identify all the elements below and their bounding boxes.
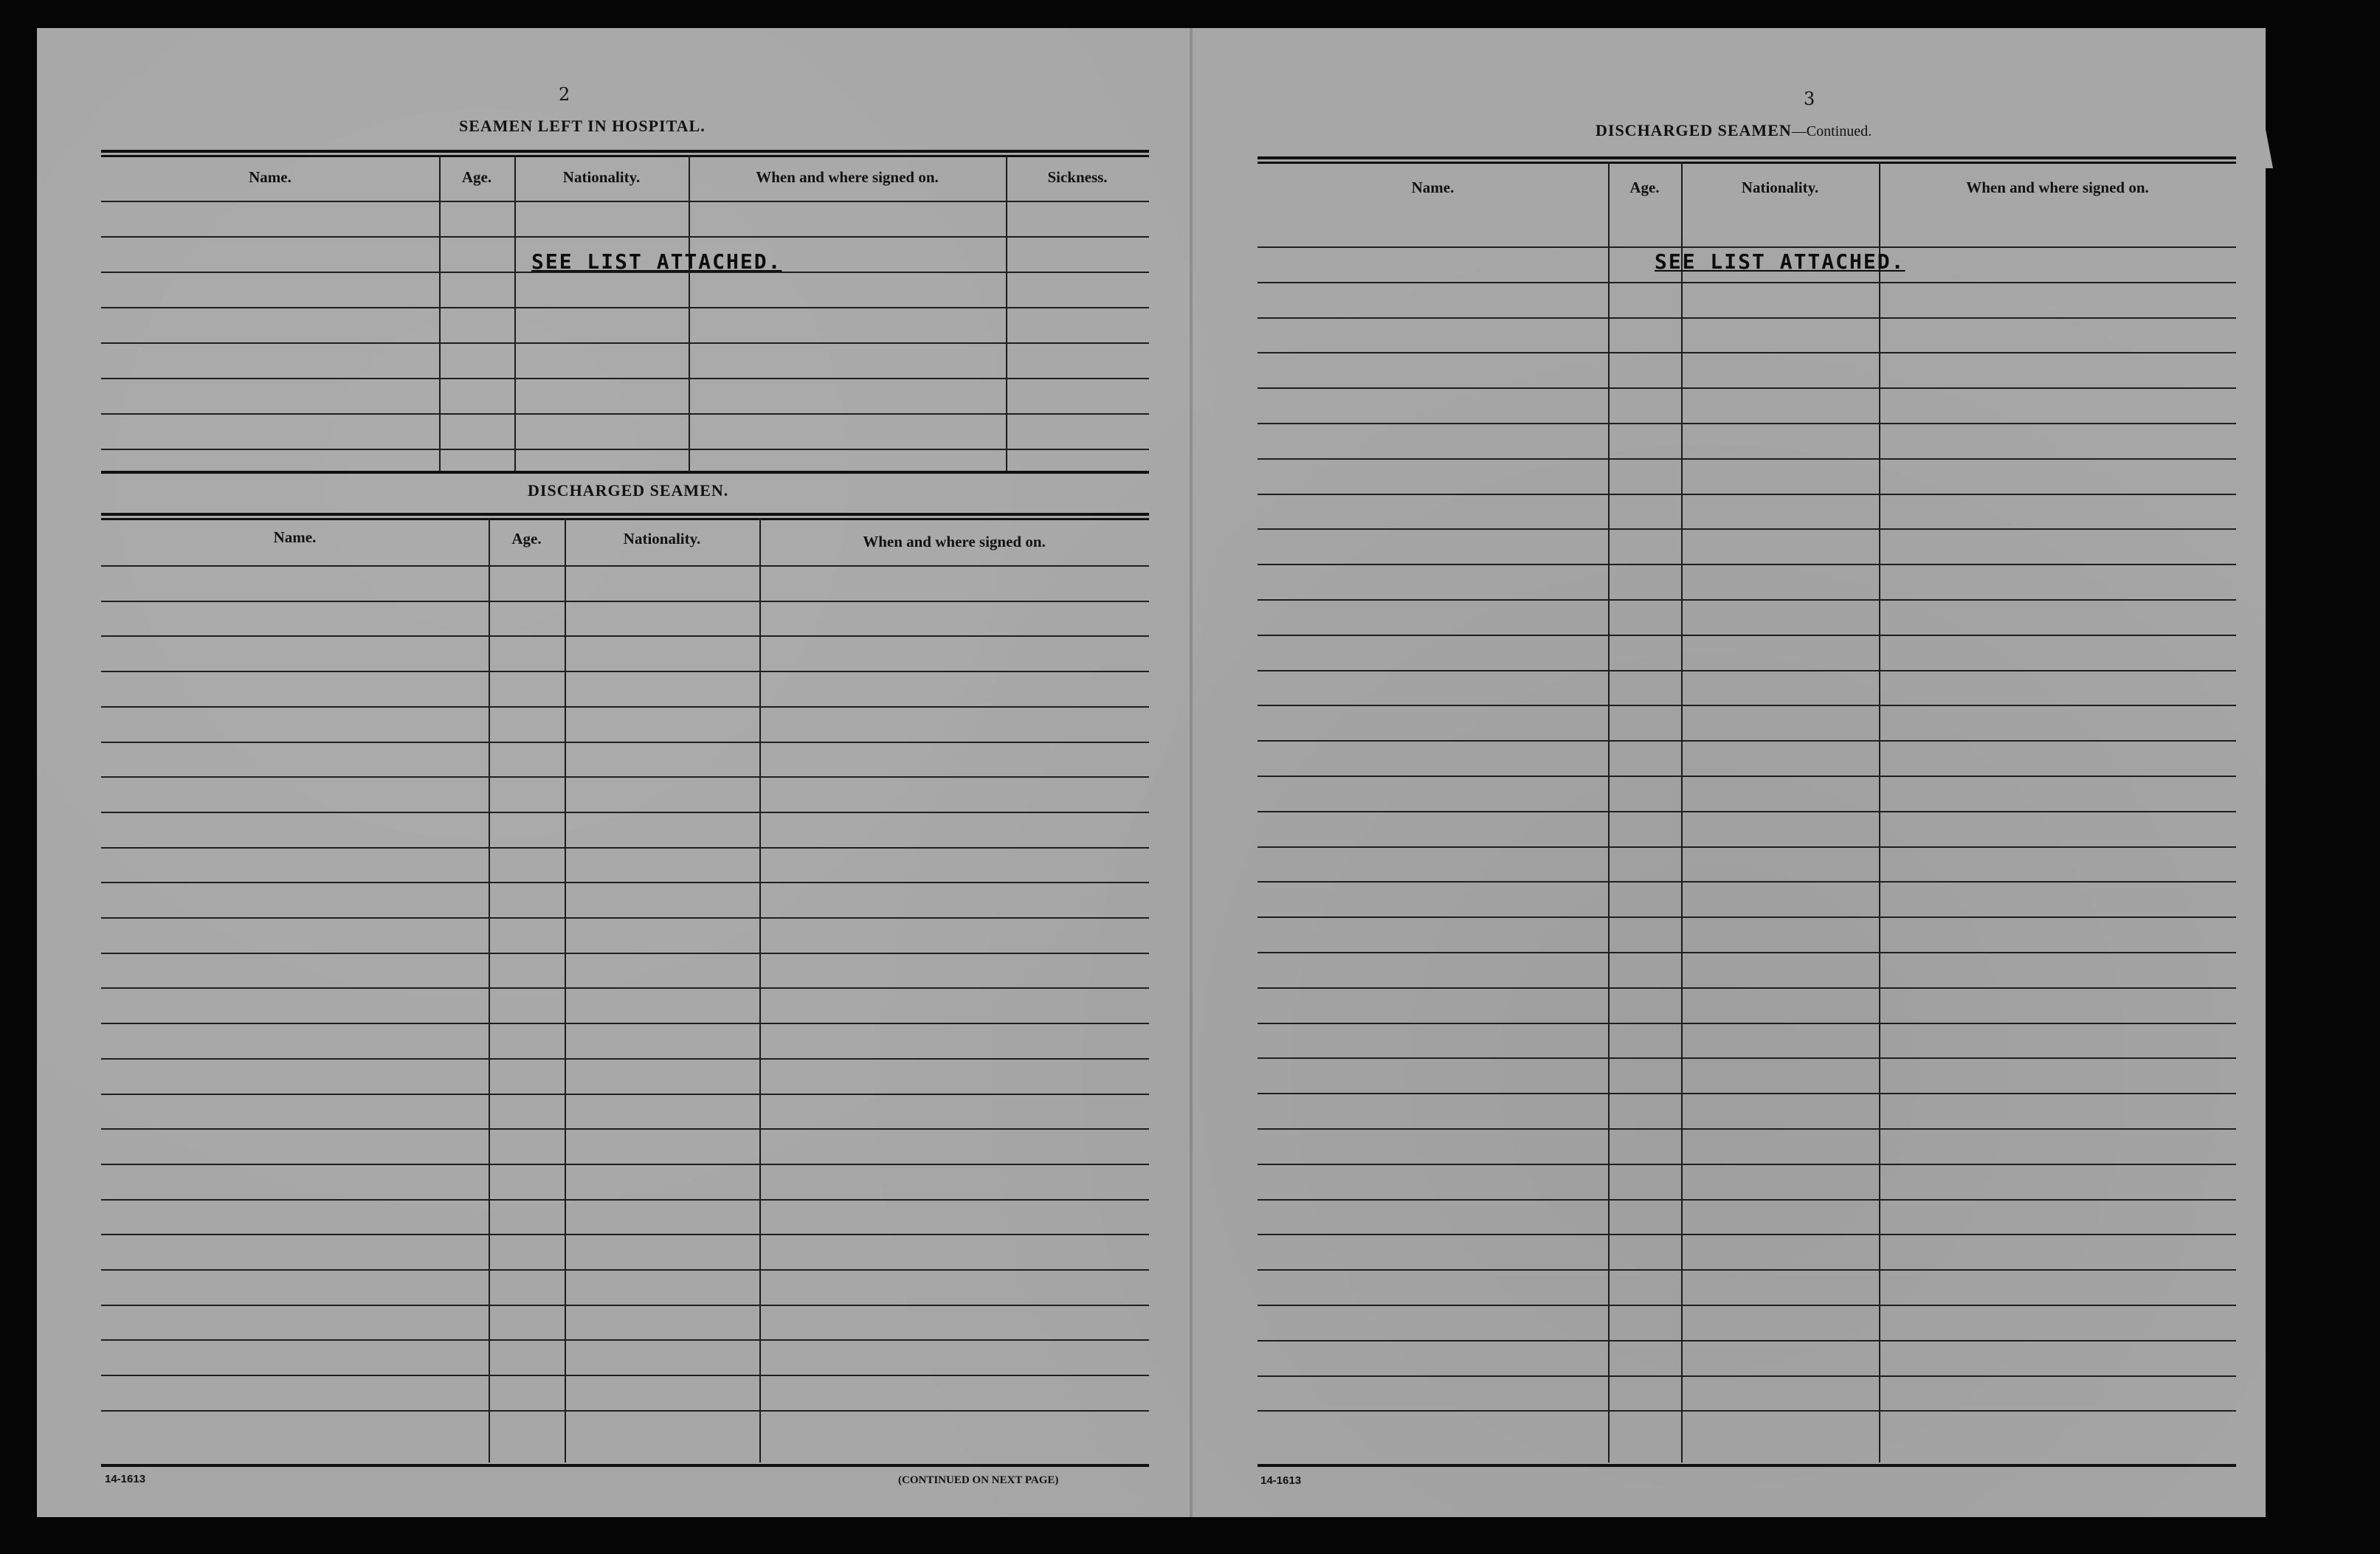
binder-hole [2278, 1091, 2309, 1122]
ruled-line [1258, 952, 2236, 953]
ruled-line [1258, 705, 2236, 706]
discharged-col-nationality: Nationality. [623, 530, 701, 548]
hospital-top-rule [101, 150, 1149, 153]
ruled-line [1258, 1199, 2236, 1201]
ruled-line [101, 742, 1149, 743]
ruled-line [1258, 352, 2236, 353]
ruled-line [101, 1199, 1149, 1201]
ruled-line [1258, 987, 2236, 989]
ruled-line [1258, 599, 2236, 601]
ruled-line [1258, 916, 2236, 918]
right-col-name: Name. [1411, 179, 1455, 196]
hospital-col-sickness: Sickness. [1047, 168, 1108, 186]
hospital-col-divider [514, 155, 516, 471]
binder-hole [2269, 233, 2300, 264]
ruled-line [101, 201, 1149, 202]
ruled-line [1258, 740, 2236, 742]
ruled-line [101, 1128, 1149, 1130]
ruled-line [1258, 317, 2236, 319]
ruled-line [101, 671, 1149, 672]
ruled-line [101, 882, 1149, 883]
ruled-line [101, 601, 1149, 602]
ruled-line [1258, 776, 2236, 777]
form-number: 14-1613 [105, 1473, 146, 1485]
ruled-line [101, 847, 1149, 849]
ruled-line [101, 413, 1149, 415]
ruled-line [1258, 811, 2236, 812]
ruled-line [1258, 1410, 2236, 1412]
ruled-line [101, 812, 1149, 813]
ruled-line [101, 1375, 1149, 1376]
hospital-section-title: SEAMEN LEFT IN HOSPITAL. [459, 117, 706, 135]
ruled-line [101, 272, 1149, 273]
right-col-nationality: Nationality. [1741, 179, 1819, 196]
page-fold [1190, 28, 1193, 1517]
binder-hole [2278, 1212, 2309, 1243]
binder-hole [2271, 357, 2302, 388]
ruled-line [1258, 494, 2236, 495]
right-bottom-rule [1258, 1464, 2236, 1467]
right-top-rule [1258, 156, 2236, 159]
hospital-top-rule-2 [101, 155, 1149, 157]
ruled-line [1258, 1128, 2236, 1130]
hospital-stamp: SEE LIST ATTACHED. [531, 249, 782, 274]
form-number: 14-1613 [1260, 1474, 1302, 1487]
page-number: 3 [1804, 89, 1815, 109]
left-bottom-rule [101, 1464, 1149, 1467]
discharged-section-title: DISCHARGED SEAMEN. [528, 481, 729, 500]
ruled-line [101, 236, 1149, 238]
hospital-col-name: Name. [249, 168, 292, 186]
ruled-line [1258, 564, 2236, 565]
ruled-line [101, 953, 1149, 954]
ruled-line [1258, 1340, 2236, 1341]
ruled-line [101, 378, 1149, 379]
discharged-header-rule [101, 513, 1149, 516]
ruled-line [1258, 1164, 2236, 1165]
ruled-line [1258, 423, 2236, 424]
ruled-line [101, 1023, 1149, 1024]
ruled-line [1258, 1057, 2236, 1059]
ruled-line [1258, 246, 2236, 248]
ruled-line [101, 565, 1149, 567]
left-page [37, 28, 1188, 1517]
continued-footer: (CONTINUED ON NEXT PAGE) [898, 1474, 1059, 1486]
discharged-col-divider [489, 518, 490, 1463]
ruled-line [101, 1058, 1149, 1060]
discharged-col-divider [565, 518, 566, 1463]
hospital-col-age: Age. [461, 168, 492, 186]
discharged-col-signed-on: When and where signed on. [863, 533, 1046, 550]
ruled-line [1258, 1269, 2236, 1271]
discharged-col-divider [759, 518, 761, 1463]
ruled-line [101, 1410, 1149, 1412]
hospital-col-signed-on: When and where signed on. [756, 168, 939, 186]
right-top-rule-2 [1258, 162, 2236, 164]
ruled-line [1258, 1234, 2236, 1235]
ruled-line [1258, 635, 2236, 636]
ruled-line [1258, 1093, 2236, 1094]
ruled-line [101, 1164, 1149, 1165]
ruled-line [101, 917, 1149, 919]
ruled-line [1258, 1023, 2236, 1024]
ruled-line [1258, 458, 2236, 460]
right-section-title [1596, 121, 1872, 140]
hospital-col-divider [1006, 155, 1007, 471]
ruled-line [101, 1305, 1149, 1306]
ruled-line [101, 1234, 1149, 1235]
ruled-line [101, 987, 1149, 989]
right-col-signed-on: When and where signed on. [1966, 179, 2149, 196]
discharged-top-rule [101, 471, 1149, 474]
discharged-header-rule-2 [101, 518, 1149, 520]
ruled-line [101, 449, 1149, 450]
ruled-line [1258, 528, 2236, 530]
discharged-col-age: Age. [511, 530, 542, 548]
ruled-line [1258, 846, 2236, 848]
right-title-text: DISCHARGED SEAMEN [1596, 121, 1792, 139]
right-stamp: SEE LIST ATTACHED. [1655, 249, 1905, 274]
ruled-line [101, 1339, 1149, 1341]
right-col-age: Age. [1629, 179, 1660, 196]
ruled-line [101, 635, 1149, 637]
right-title-suffix: —Continued. [1791, 123, 1872, 139]
ruled-line [101, 776, 1149, 778]
ruled-line [101, 342, 1149, 344]
hospital-col-divider [439, 155, 441, 471]
right-page [1188, 28, 2266, 1517]
ruled-line [1258, 670, 2236, 671]
hospital-col-divider [689, 155, 690, 471]
ruled-line [1258, 1375, 2236, 1377]
ruled-line [1258, 282, 2236, 283]
ruled-line [101, 706, 1149, 708]
ruled-line [1258, 387, 2236, 389]
hospital-col-nationality: Nationality. [562, 168, 641, 186]
discharged-col-name: Name. [273, 528, 317, 546]
ruled-line [1258, 1305, 2236, 1306]
page-number: 2 [559, 84, 570, 105]
ruled-line [101, 1094, 1149, 1095]
ruled-line [1258, 881, 2236, 883]
ruled-line [101, 1269, 1149, 1271]
ruled-line [101, 307, 1149, 308]
document-sheet [37, 28, 2266, 1517]
